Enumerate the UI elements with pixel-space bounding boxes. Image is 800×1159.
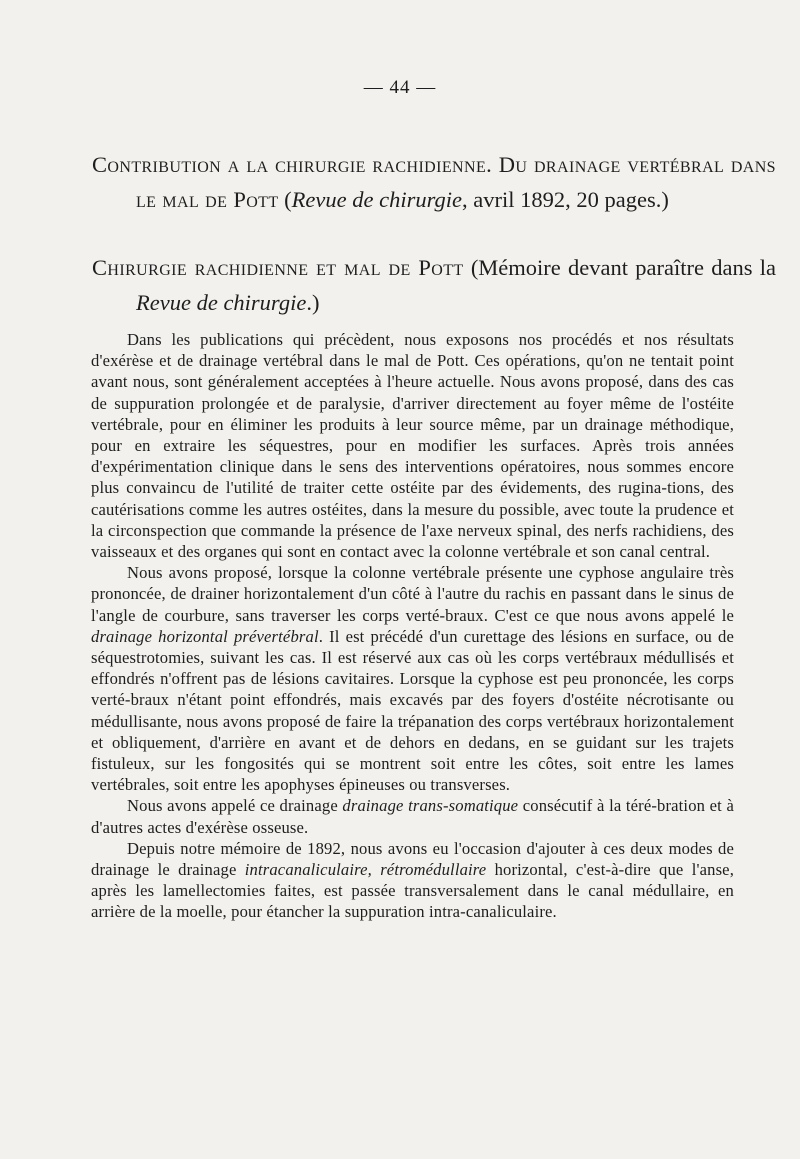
entry-source-close: .) — [306, 290, 320, 315]
entry-journal: Revue de chirurgie — [291, 187, 462, 212]
paragraph — [91, 329, 734, 562]
paragraph — [91, 795, 734, 837]
entry-title: Contribution a la chirurgie rachidienne. Du drainage vertébral dans le mal de — [92, 152, 776, 212]
body-text — [91, 329, 734, 923]
bibliography-entry-2 — [92, 250, 776, 320]
text-run: horizontal, c'est-à-dire que l'anse, après les lamellectomies faites, est passée transversalement dans le canal médullaire, en arrière de la moelle, pour étancher la suppuration intra-canaliculaire. — [91, 860, 734, 922]
italic-term: drainage trans-somatique — [342, 796, 519, 816]
entry-title-name: Pott — [233, 187, 279, 212]
text-run: Nous avons proposé, lorsque la colonne vertébrale présente une cyphose angulaire très prononcée, de drainer horizontalement d'un côté à l'autre du rachis en passant dans le sinus de l'angle de courbure, sans traverser les corps verté-braux. C'est ce que nous avons appelé le — [91, 563, 734, 625]
paragraph — [91, 838, 734, 923]
italic-term: drainage horizontal prévertébral — [91, 626, 319, 646]
text-run: consécutif à la téré-bration et à d'autres actes d'exérèse osseuse. — [91, 796, 734, 837]
entry-title: Chirurgie rachidienne et mal de — [92, 255, 419, 280]
paragraph — [91, 562, 734, 795]
bibliography-entry-1 — [92, 147, 776, 217]
entry-source-close: , avril 1892, 20 pages.) — [462, 187, 669, 212]
page-number: — 44 — — [363, 77, 437, 98]
text-run: Depuis notre mémoire de 1892, nous avons eu l'occasion d'ajouter à ces deux modes de drainage le drainage — [91, 838, 734, 880]
text-run: Dans les publications qui précèdent, nous exposons nos procédés et nos résultats d'exérèse et de drainage vertébral dans le mal de Pott. Ces opérations, qu'on ne tentait point avant nous, sont généralement acceptées à l'heure actuelle. Nous avons proposé, dans des cas de suppuration prolongée et de paralysie, d'arriver directement au foyer même de l'ostéite vertébrale, pour en éliminer les produits à leur source même, par un drainage méthodique, pour en extraire les séquestres, pour en modifier les surfaces. Après trois années d'expérimentation clinique dans le sens des interventions opératoires, nous sommes encore plus convaincu de l'utilité de traiter cette ostéite par des évidements, des rugina-tions, des cautérisations comme les autres ostéites, dans la mesure du possible, avec toute la prudence et la circonspection que commande la présence de l'axe nerveux spinal, des nerfs rachidiens, des vaisseaux et des organes qui sont en contact avec la colonne vertébrale et son canal central. — [91, 330, 734, 562]
entry-journal: Revue de chirurgie — [136, 290, 307, 315]
italic-term: intracanaliculaire, rétromédullaire — [244, 860, 487, 880]
entry-source-open: ( — [278, 187, 292, 212]
entry-title-name: Pott — [418, 255, 464, 280]
text-run: Nous avons appelé ce drainage — [127, 796, 343, 816]
entry-source-open: (Mémoire devant paraître dans la — [463, 255, 776, 280]
text-run: . Il est précédé d'un curettage des lésions en surface, ou de séquestrotomies, suivant les cas. Il est réservé aux cas où les corps vertébraux médullisés et effondrés n'offrent pas de lésions cavitaires. Lorsque la cyphose est peu prononcée, les corps verté-braux n'étant point effondrés, mais excavés par des foyers d'ostéite nécrotisante ou médullisante, nous avons proposé de faire la trépanation des corps vertébraux horizontalement et obliquement, d'arrière en avant et de dehors en dedans, en se guidant sur les trajets fistuleux, sur les fongosités qui se montrent soit entre les côtes, soit entre les lames vertébrales, soit entre les apophyses épineuses ou transverses. — [91, 626, 734, 795]
